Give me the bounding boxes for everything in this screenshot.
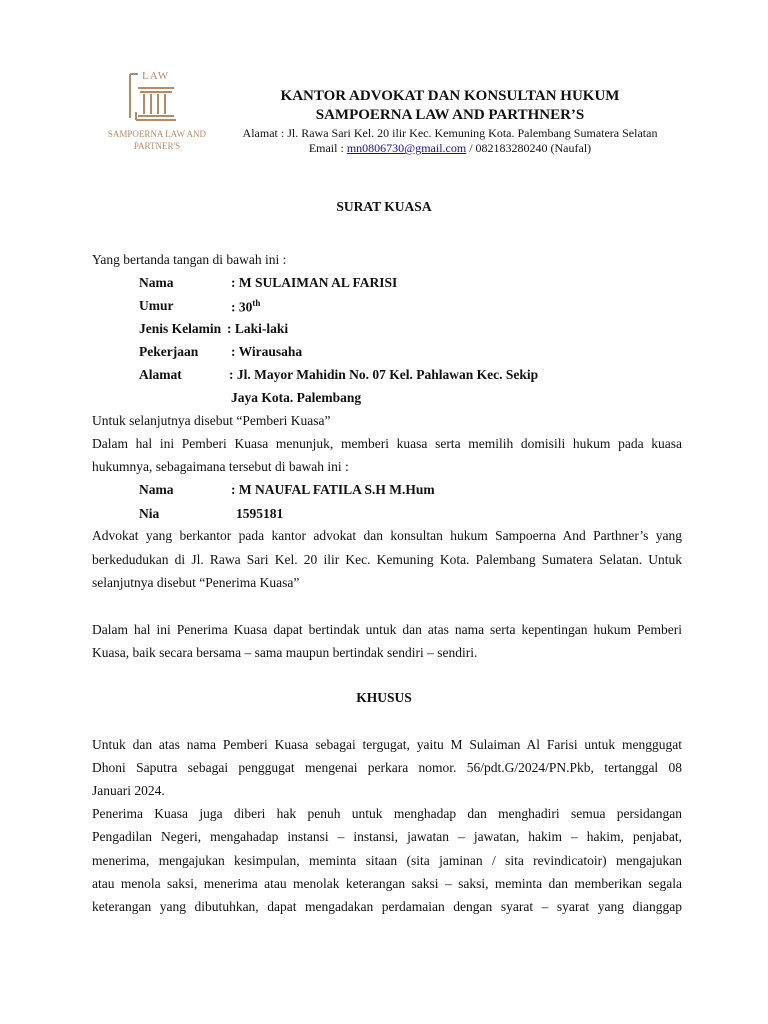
khusus-line-3: Januari 2024. — [92, 783, 165, 798]
field-value: : M NAUFAL FATILA S.H M.Hum — [231, 482, 435, 497]
bertindak-line-2: Kuasa, baik secara bersama – sama maupun bertindak sendiri – sendiri. — [92, 645, 478, 660]
advokat-line-1: Advokat yang berkantor pada kantor advokat dan konsultan hukum Sampoerna And Parthner’s yang — [92, 528, 682, 543]
field-value: : Laki-laki — [227, 321, 289, 336]
logo-name-line-1: SAMPOERNA LAW AND — [107, 129, 207, 139]
field-value — [231, 298, 260, 316]
email-prefix: Email : — [308, 141, 347, 155]
field-value: : Wirausaha — [231, 344, 303, 359]
field-value: : M SULAIMAN AL FARISI — [231, 275, 398, 290]
advokat-line-3: selanjutnya disebut “Penerima Kuasa” — [92, 575, 300, 590]
advokat-line-2: berkedudukan di Jl. Rawa Sari Kel. 20 ilir Kec. Kemuning Kota. Palembang Sumatera Selatan. Untuk — [92, 552, 682, 567]
email-link[interactable]: mn0806730@gmail.com — [346, 141, 467, 155]
khusus-line-2: Dhoni Saputra sebagai penggugat mengenai perkara nomor. 56/pdt.G/2024/PN.Pkb, tertanggal 08 — [92, 760, 682, 775]
field-label: Jenis Kelamin — [139, 321, 222, 336]
field-label: Umur — [139, 298, 174, 313]
letterhead-title-2: SAMPOERNA LAW AND PARTHNER’S — [315, 107, 585, 123]
intro-text: Yang bertanda tangan di bawah ini : — [92, 252, 287, 267]
hak-line-5: keterangan yang dibutuhkan, dapat mengadakan perdamaian dengan syarat – syarat yang dianggap — [92, 899, 682, 914]
bertindak-line-1: Dalam hal ini Penerima Kuasa dapat bertindak untuk dan atas nama serta kepentingan hukum Pemberi — [92, 622, 682, 637]
document-title: SURAT KUASA — [336, 199, 432, 214]
letterhead-contact — [225, 141, 675, 156]
logo-word: LAW — [142, 70, 170, 82]
letterhead-title-1: KANTOR ADVOKAT DAN KONSULTAN HUKUM — [280, 88, 620, 104]
umur-suffix: th — [252, 298, 261, 308]
logo-name-line-2: PARTNER'S — [133, 141, 181, 151]
pemberi-note: Untuk selanjutnya disebut “Pemberi Kuasa” — [92, 413, 331, 428]
field-label: Pekerjaan — [139, 344, 199, 359]
hak-line-2: Pengadilan Negeri, mengahadap instansi – instansi, jawatan – jawatan, hakim – hakim, penjabat, — [92, 829, 682, 844]
firm-logo — [92, 70, 222, 156]
field-value: : Jl. Mayor Mahidin No. 07 Kel. Pahlawan Kec. Sekip — [229, 367, 539, 382]
field-label: Nia — [139, 506, 160, 521]
letterhead-address: Alamat : Jl. Rawa Sari Kel. 20 ilir Kec. Kemuning Kota. Palembang Sumatera Selatan — [242, 126, 658, 140]
phone-text: / 082183280240 (Naufal) — [466, 141, 592, 155]
field-label: Nama — [139, 482, 174, 497]
menunjuk-line-2: hukumnya, sebagaimana tersebut di bawah ini : — [92, 459, 349, 474]
field-value: Jaya Kota. Palembang — [231, 390, 362, 405]
logo-firm-name — [92, 128, 222, 152]
field-value: 1595181 — [236, 506, 284, 521]
menunjuk-line-1: Dalam hal ini Pemberi Kuasa menunjuk, memberi kuasa serta memilih domisili hukum pada kuasa — [92, 436, 682, 451]
hak-line-3: menerima, mengajukan kesimpulan, meminta sitaan (sita jaminan / sita revindicatoir) mengajukan — [92, 853, 682, 868]
field-label: Nama — [139, 275, 174, 290]
khusus-title: KHUSUS — [356, 690, 412, 705]
field-label: Alamat — [139, 367, 182, 382]
hak-line-4: atau menola saksi, menerima atau menolak keterangan saksi – saksi, meminta dan memberikan segala — [92, 876, 682, 891]
khusus-line-1: Untuk dan atas nama Pemberi Kuasa sebagai tergugat, yaitu M Sulaiman Al Farisi untuk menggugat — [92, 737, 682, 752]
umur-number: : 30 — [231, 299, 253, 315]
hak-line-1: Penerima Kuasa juga diberi hak penuh untuk menghadap dan menghadiri semua persidangan — [92, 806, 682, 821]
